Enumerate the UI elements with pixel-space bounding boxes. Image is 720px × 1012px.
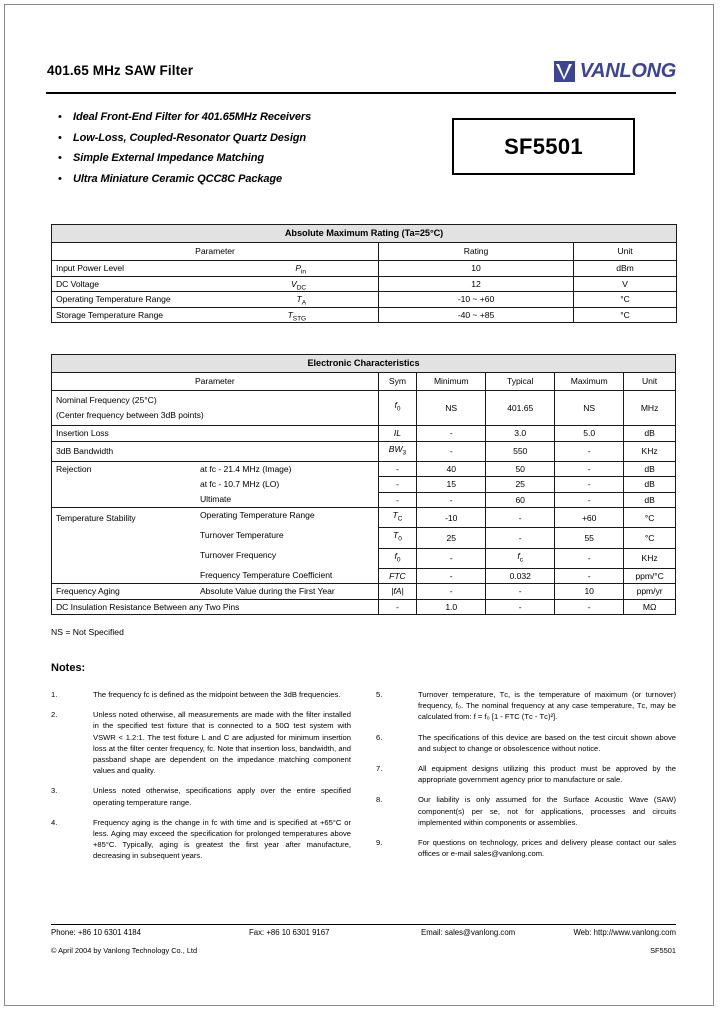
footer-phone: Phone: +86 10 6301 4184 [51,928,141,937]
table-title-row [52,225,677,243]
table-row [52,548,676,568]
cell-rating: -10 ~ +60 [379,292,574,308]
cell-min: NS [417,391,486,426]
cell-unit: °C [624,508,676,528]
note-item [376,732,676,754]
cell-typ: 60 [486,492,555,508]
datasheet-page [4,4,714,1006]
table-row [52,441,676,461]
note-number: 3. [51,786,58,796]
note-item [51,689,351,700]
cell-parameter [52,261,379,277]
note-number: 5. [376,690,383,699]
cell-parameter [52,528,379,548]
cell-unit: V [574,276,677,292]
parameter-label: Rejection [56,463,92,474]
cell-parameter: DC Insulation Resistance Between any Two Pins [52,599,379,615]
notes-heading: Notes: [51,662,86,674]
note-number: 6. [376,732,383,742]
note-text: The frequency fс is defined as the midpoint between the 3dB frequencies. [93,690,341,699]
table-row [52,391,676,426]
cell-min: - [417,441,486,461]
note-text: Frequency aging is the change in fс with time and is specified at +65°C or less. Aging may exceed the specification for prolonged temperatures above +85°C. Typically, aging is greatest the first year after manufacture, decreasing in subsequent years. [93,817,351,861]
cell-max: - [555,599,624,615]
bullet-icon: • [58,131,62,144]
cell-max: 10 [555,584,624,600]
note-text: Unless noted otherwise, specifications apply over the entire specified operating temperature range. [93,786,351,807]
cell-max: - [555,548,624,568]
note-number: 2. [51,710,58,720]
parameter-label: DC Voltage [56,278,99,289]
cell-unit: MΩ [624,599,676,615]
cell-rating: 12 [379,276,574,292]
cell-parameter [52,461,379,477]
feature-label: Simple External Impedance Matching [73,152,264,164]
cell-unit: dBm [574,261,677,277]
cell-sym: - [378,492,417,508]
cell-min: -10 [417,508,486,528]
note-number: 7. [376,764,383,774]
table-header-row [52,373,676,391]
not-specified-footnote: NS = Not Specified [51,627,124,637]
cell-min: - [417,584,486,600]
cell-unit: ppm/yr [624,584,676,600]
part-number: SF5501 [504,133,583,159]
footer-web[interactable]: Web: http://www.vanlong.com [573,928,676,937]
footer-divider [51,924,676,925]
footer-contacts [51,928,676,937]
cell-parameter [52,492,379,508]
cell-unit: KHz [624,441,676,461]
table-row [52,426,676,442]
logo-wordmark: VANLONG [579,60,676,82]
cell-sym: - [378,477,417,493]
cell-parameter [52,292,379,308]
note-text: Turnover temperature, Tс, is the temperature of maximum (or turnover) frequency, f₀. The nominal frequency at any case temperature, Tс, may be calculated from: f = f₀ [1 - FTC (Tс - Tс)²]. [418,690,676,722]
note-number: 9. [376,838,383,848]
parameter-symbol: $P_{in}$ [295,263,306,276]
parameter-label: Operating Temperature Range [56,294,171,304]
cell-unit: MHz [624,391,676,426]
table-row [52,528,676,548]
note-text: The specifications of this device are based on the test circuit shown above and subject to change or obsolescence without notice. [418,732,676,753]
cell-max: - [555,477,624,493]
note-number: 1. [51,690,58,699]
cell-unit: ppm/°C [624,568,676,584]
cell-parameter [52,568,379,584]
column-header-maximum: Maximum [555,373,624,391]
parameter-sublabel: at fc - 21.4 MHz (Image) [200,463,292,474]
cell-unit: KHz [624,548,676,568]
column-header-rating: Rating [379,243,574,261]
parameter-symbol: $V_{DC}$ [291,278,306,292]
cell-typ: 25 [486,477,555,493]
document-id: SF5501 [650,946,676,955]
footer-copyright-row [51,946,676,955]
cell-typ: 0.032 [486,568,555,584]
note-item [376,794,676,828]
cell-typ: 50 [486,461,555,477]
feature-item [51,111,431,124]
feature-label: Ultra Miniature Ceramic QCC8C Package [73,172,283,185]
note-item [376,689,676,723]
parameter-sublabel: Ultimate [200,494,232,505]
column-header-parameter: Parameter [52,243,379,261]
cell-parameter [52,391,379,426]
part-number-box [452,118,635,175]
cell-max: - [555,461,624,477]
company-logo [554,60,676,83]
cell-typ: 3.0 [486,426,555,442]
note-text: All equipment designs utilizing this product must be approved by the appropriate government agency prior to manufacture or sale. [418,764,676,785]
bullet-icon: • [58,152,62,164]
cell-typ: - [486,508,555,528]
cell-min: 40 [417,461,486,477]
cell-parameter [52,477,379,493]
table-header-row [52,243,677,261]
note-number: 8. [376,795,383,805]
copyright-text: © April 2004 by Vanlong Technology Co., Ltd [51,946,198,955]
parameter-sublabel: (Center frequency between 3dB points) [56,410,204,420]
parameter-label: Nominal Frequency (25°C) [56,395,157,405]
footer-fax: Fax: +86 10 6301 9167 [249,928,330,937]
parameter-sublabel: Frequency Temperature Coefficient [200,570,333,581]
cell-parameter [52,548,379,568]
cell-unit: dB [624,426,676,442]
bullet-icon: • [58,172,62,185]
cell-parameter [52,584,379,600]
cell-parameter: 3dB Bandwidth [52,441,379,461]
cell-parameter: Insertion Loss [52,426,379,442]
parameter-sublabel: Turnover Temperature [200,529,284,540]
parameter-symbol: $T_{STG}$ [287,309,306,323]
column-header-sym: Sym [378,373,417,391]
vanlong-v-icon [554,61,575,82]
table-row [52,492,676,508]
table-row [52,261,677,277]
note-text: Our liability is only assumed for the Surface Acoustic Wave (SAW) component(s) per se, not for applications, processes and circuits implemented within components or assemblies. [418,795,676,827]
note-item [51,817,351,862]
column-header-typical: Typical [486,373,555,391]
parameter-sublabel: Operating Temperature Range [200,510,315,521]
table-row [52,599,676,615]
notes-column-right [376,689,676,868]
cell-sym: - [378,599,417,615]
table-title: Electronic Characteristics [52,355,676,373]
cell-min: - [417,426,486,442]
cell-unit: dB [624,492,676,508]
table-row [52,477,676,493]
cell-sym: IL [378,426,417,442]
cell-min: 25 [417,528,486,548]
table-title-row [52,355,676,373]
parameter-symbol: $T_A$ [296,294,306,307]
cell-max: 5.0 [555,426,624,442]
table-row [52,508,676,528]
cell-sym: $f_0$ [378,548,417,568]
cell-sym: FTC [378,568,417,584]
cell-unit: °C [574,307,677,323]
column-header-unit: Unit [624,373,676,391]
note-item [51,785,351,807]
feature-label: Ideal Front-End Filter for 401.65MHz Receivers [73,111,312,123]
table-row [52,276,677,292]
cell-sym: $T_C$ [378,508,417,528]
footer-email[interactable]: Email: sales@vanlong.com [421,928,516,937]
cell-unit: dB [624,477,676,493]
cell-sym: $BW_3$ [378,441,417,461]
feature-list [51,111,431,193]
cell-sym: $T_0$ [378,528,417,548]
parameter-label: Storage Temperature Range [56,309,164,320]
note-item [376,837,676,859]
cell-typ: 401.65 [486,391,555,426]
cell-max: - [555,568,624,584]
cell-min: - [417,568,486,584]
column-header-unit: Unit [574,243,677,261]
cell-max: - [555,492,624,508]
table-row [52,584,676,600]
cell-rating: -40 ~ +85 [379,307,574,323]
feature-item [51,173,431,186]
cell-typ: $f_c$ [486,548,555,568]
parameter-sublabel: Absolute Value during the First Year [200,586,335,597]
parameter-sublabel: at fc - 10.7 MHz (LO) [200,478,280,489]
cell-min: - [417,492,486,508]
cell-unit: dB [624,461,676,477]
cell-typ: - [486,584,555,600]
cell-unit: °C [574,292,677,308]
cell-unit: °C [624,528,676,548]
cell-max: - [555,441,624,461]
parameter-label: Temperature Stability [56,512,136,523]
cell-max: 55 [555,528,624,548]
cell-typ: 550 [486,441,555,461]
bullet-icon: • [58,111,62,123]
feature-item [51,132,431,145]
parameter-label: Input Power Level [56,263,124,273]
electronic-characteristics-table [51,354,676,615]
cell-parameter [52,508,379,528]
table-row [52,292,677,308]
column-header-parameter: Parameter [52,373,379,391]
cell-max: NS [555,391,624,426]
cell-min: 1.0 [417,599,486,615]
note-text: For questions on technology, prices and delivery please contact our sales offices or e-mail sales@vanlong.com. [418,838,676,859]
feature-item [51,152,431,165]
table-title: Absolute Maximum Rating (Ta=25°C) [52,225,677,243]
table-row [52,307,677,323]
cell-parameter [52,276,379,292]
cell-sym: |fA| [378,584,417,600]
note-number: 4. [51,817,58,827]
cell-sym: $f_0$ [378,391,417,426]
cell-min: 15 [417,477,486,493]
feature-label: Low-Loss, Coupled-Resonator Quartz Design [73,131,307,144]
note-item [376,763,676,785]
absolute-maximum-rating-table [51,224,677,323]
cell-rating: 10 [379,261,574,277]
page-title: 401.65 MHz SAW Filter [47,63,194,78]
note-text: Unless noted otherwise, all measurements are made with the filter installed in the specified test fixture that is connected to a 50Ω test system with VSWR < 1.2:1. The test fixture L and C are adjusted for minimum insertion loss at the filter center frequency, fс. Note that insertion loss, bandwidth, and passband shape are dependent on the impedance matching component values and quality. [93,710,351,776]
table-row [52,461,676,477]
cell-max: +60 [555,508,624,528]
page-header [46,60,676,94]
cell-parameter [52,307,379,323]
cell-typ: - [486,599,555,615]
column-header-minimum: Minimum [417,373,486,391]
notes-column-left [51,689,351,871]
note-item [51,709,351,776]
cell-min: - [417,548,486,568]
parameter-sublabel: Turnover Frequency [200,550,277,561]
table-row [52,568,676,584]
cell-sym: - [378,461,417,477]
parameter-label: Frequency Aging [56,586,120,597]
cell-typ: - [486,528,555,548]
